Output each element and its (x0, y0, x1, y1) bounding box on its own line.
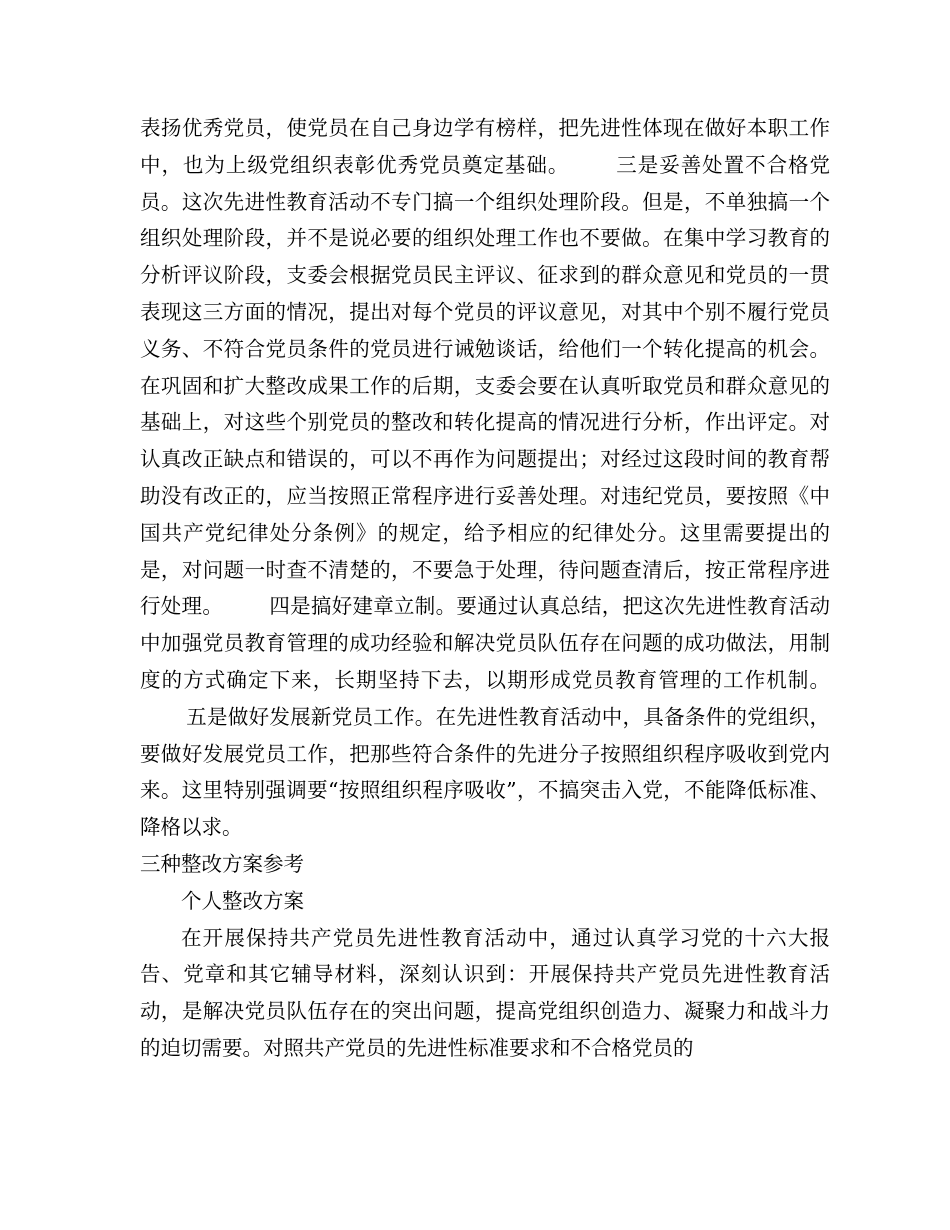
paragraph-text-1c: 四是搞好建章立制。要通过认真总结，把这次先进性教育活动中加强党员教育管理的成功经验和解决党员队伍存在问题的成功做法，用制度的方式确定下来，长期坚持下去，以期形成党员教育管理的工作机制。 (140, 594, 831, 692)
paragraph-text-1d: 五是做好发展新党员工作。在先进性教育活动中，具备条件的党组织，要做好发展党员工作，把那些符合条件的先进分子按照组织程序吸收到党内来。这里特别强调要“按照组织程序吸收”，不搞突击入党，不能降低标准、降格以求。 (140, 704, 830, 840)
body-paragraph-1 (140, 110, 830, 846)
paragraph-text-1a: 表扬优秀党员，使党员在自己身边学有榜样，把先进性体现在做好本职工作中，也为上级党组织表彰优秀党员奠定基础。 (140, 116, 830, 177)
document-body (140, 110, 830, 1067)
section-subheading: 个人整改方案 (181, 888, 304, 913)
paragraph-text-1b: 三是妥善处置不合格党员。这次先进性教育活动不专门搞一个组织处理阶段。但是，不单独搞一个组织处理阶段，并不是说必要的组织处理工作也不要做。在集中学习教育的分析评议阶段，支委会根据党员民主评议、征求到的群众意见和党员的一贯表现这三方面的情况，提出对每个党员的评议意见，对其中个别不履行党员义务、不符合党员条件的党员进行诫勉谈话，给他们一个转化提高的机会。在巩固和扩大整改成果工作的后期，支委会要在认真听取党员和群众意见的基础上，对这些个别党员的整改和转化提高的情况进行分析，作出评定。对认真改正缺点和错误的，可以不再作为问题提出；对经过这段时间的教育帮助没有改正的，应当按照正常程序进行妥善处理。对违纪党员，要按照《中国共产党纪律处分条例》的规定，给予相应的纪律处分。这里需要提出的是，对问题一时查不清楚的，不要急于处理，待问题查清后，按正常程序进行处理。 (140, 152, 831, 619)
section-heading: 三种整改方案参考 (140, 851, 304, 876)
body-paragraph-2: 在开展保持共产党员先进性教育活动中，通过认真学习党的十六大报告、党章和其它辅导材料，深刻认识到：开展保持共产党员先进性教育活动，是解决党员队伍存在的突出问题，提高党组织创造力、凝聚力和战斗力的迫切需要。对照共产党员的先进性标准要求和不合格党员的 (140, 925, 830, 1060)
